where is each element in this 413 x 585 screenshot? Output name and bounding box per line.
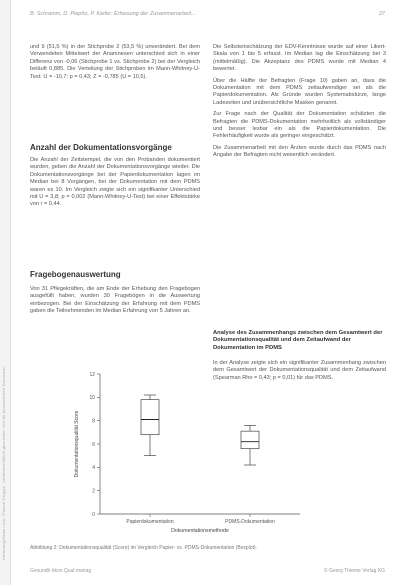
- y-tick-label: 12: [89, 371, 95, 378]
- x-axis-label: Dokumentationsmethode: [171, 528, 229, 534]
- paragraph: Die Anzahl der Zeitstempel, die von den Probanden dokumentiert wurden, geben die Anzahl der Dokumentationsvorgänge wieder. Die Dokumentationsvorgänge bei der Papierdokumentation lagen im Median bei 8 Vorgängen, bei der Dokumentation mit dem PDMS waren es 10. Im Vergleich zeigte sich ein signifikanter Unterschied mit U = 3,8; p = 0,002 (Mann-Whitney-U-Test) bei einer Effektstärke von r = 0,44.: [30, 157, 200, 208]
- paragraph: In der Analyse zeigte sich ein signifikanter Zusammenhang zwischen dem Gesamtwert der Dokumentationsqualität und dem Zeitaufwand (Spearman Rho = 0,43; p = 0,01) für das PDMS.: [213, 360, 386, 381]
- side-strip: [0, 0, 11, 585]
- boxplot-chart: [30, 368, 385, 543]
- copyright-vertical-text: Heruntergeladen von: Thieme Gruppe. Urheberrechtlich geschützt. Nur für persönlichen Gebrauch.: [1, 366, 6, 560]
- journal-name: Gesundh ökon Qual manag: [30, 568, 92, 574]
- paragraph: Die Selbsteinschätzung der EDV-Kenntnisse wurde auf einer Likert-Skala von 1 bis 5 erfasst. Im Median lag die Einschätzung bei 3 (mittelmäßig). Die Akzeptanz des PDMS wurde mit Median 4 bewertet.: [213, 44, 386, 73]
- running-header: [30, 11, 385, 17]
- x-tick-label: Papierdokumentation: [126, 519, 174, 525]
- y-axis-label: Dokumentationsqualität Score: [74, 410, 80, 478]
- paragraph: Von 31 Pflegekräften, die am Ende der Erhebung den Fragebogen ausgefüllt haben, wurden 30 Fragebögen in die Auswertung einbezogen. Bei der Einschätzung der Erfahrung mit dem PDMS gaben die Teilnehmenden im Median Erfahrung von 5 Jahren an.: [30, 286, 200, 315]
- y-tick-label: 6: [92, 441, 95, 448]
- right-column: [213, 44, 386, 160]
- paragraph: Die Zusammenarbeit mit den Ärzten wurde durch das PDMS nach Angabe der Befragten nicht wesentlich verändert.: [213, 144, 386, 159]
- left-column-3: [30, 286, 200, 316]
- publisher: © Georg Thieme Verlag KG: [323, 568, 385, 574]
- box: [241, 431, 259, 449]
- y-tick-label: 10: [89, 395, 95, 402]
- paragraph: und 9 (51,5 %) in der Stichprobe 2 (53,5 %) unverändert. Bei dem Verwendeten Mittelwert der Anamnesen unterschied sich in einer Differenz von -0,06 (Stichprobe 1 vs. Stichprobe 2) bei der Vergleich beläuft 0,885. Die Verteilung der Stichproben im Mann-Whitney-U-Test: U = -10,7; p = 0,43; Z = -0,785 (U = 10,5).: [30, 44, 200, 80]
- page-number: 27: [378, 11, 385, 17]
- box: [141, 400, 159, 435]
- y-tick-label: 4: [92, 465, 95, 472]
- figure-caption: Abbildung 2: Dokumentationsqualität (Score) im Vergleich Papier- vs. PDMS-Dokumentation (Boxplot).: [30, 545, 258, 551]
- section-heading-dokumentationsvorgaenge: Anzahl der Dokumentationsvorgänge: [30, 143, 172, 152]
- paragraph: Über die Hälfte der Befragten (Frage 10) gaben an, dass die Dokumentation mit dem PDMS zeitaufwendiger sei als die Papierdokumentation. Als Gründe wurden Systemabstürze, lange Ladezeiten und unübersichtliche Masken genannt.: [213, 77, 386, 106]
- y-tick-label: 0: [92, 511, 95, 518]
- running-footer: [30, 568, 385, 574]
- left-column: [30, 44, 200, 81]
- boxplot-svg: [30, 368, 385, 543]
- paragraph: Zur Frage nach der Qualität der Dokumentation schätzten die Befragten die PDMS-Dokumentation mehrheitlich als vollständiger und besser lesbar ein als die Papierdokumentation. Die Fehlerhäufigkeit wurde als geringer eingeschätzt.: [213, 111, 386, 140]
- header-authors: B. Schramm, D. Piepho, P. Kiefer: Erfassung der Zusammenarbeit...: [30, 11, 196, 17]
- left-column-2: [30, 157, 200, 209]
- section-heading-fragebogenauswertung: Fragebogenauswertung: [30, 270, 121, 279]
- y-tick-label: 2: [92, 488, 95, 495]
- x-tick-label: PDMS-Dokumentation: [225, 519, 275, 525]
- y-tick-label: 8: [92, 418, 95, 425]
- analysis-heading: Analyse des Zusammenhangs zwischen dem Gesamtwert der Dokumentationsqualität und dem Zeitaufwand der Dokumentation im PDMS: [213, 330, 383, 351]
